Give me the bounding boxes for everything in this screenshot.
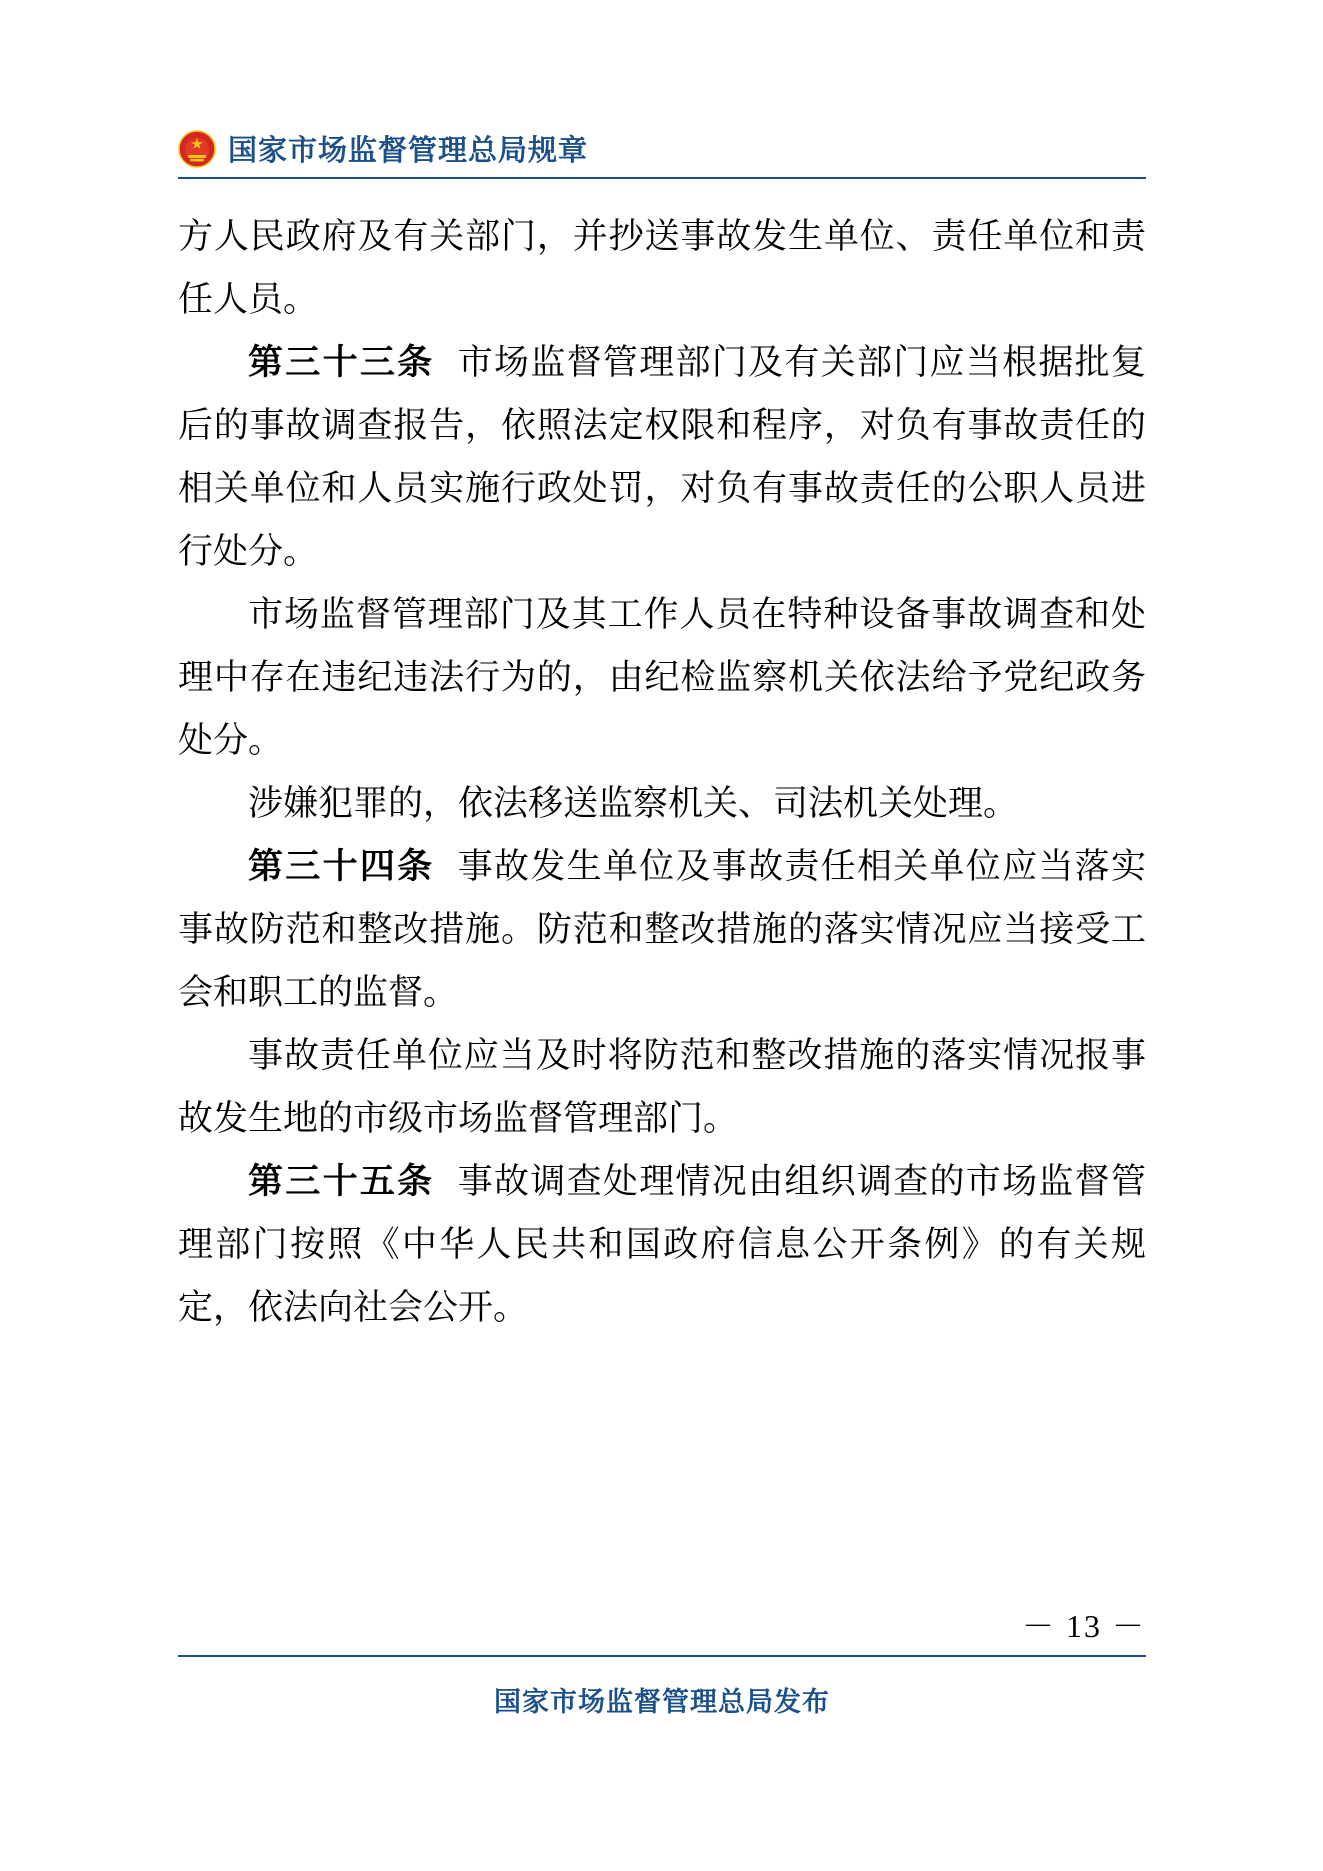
footer-publisher: 国家市场监督管理总局发布	[494, 1687, 830, 1717]
paragraph-text: 涉嫌犯罪的，依法移送监察机关、司法机关处理。	[248, 784, 1019, 823]
national-emblem-icon	[178, 130, 216, 168]
article-label: 第三十五条	[248, 1162, 435, 1201]
article-label: 第三十三条	[248, 343, 435, 382]
paragraph-text: 市场监督管理部门及有关部门应当根据批复后的事故调查报告，依照法定权限和程序，对负有事故责任的相关单位和人员实施行政处罚，对负有事故责任的公职人员进行处分。	[178, 343, 1146, 571]
paragraph	[178, 583, 1146, 772]
paragraph	[178, 1150, 1146, 1339]
paragraph-text: 事故发生单位及事故责任相关单位应当落实事故防范和整改措施。防范和整改措施的落实情况应当接受工会和职工的监督。	[178, 847, 1146, 1012]
footer-divider	[178, 1655, 1146, 1657]
header-divider	[178, 177, 1146, 179]
paragraph	[178, 1024, 1146, 1150]
paragraph	[178, 772, 1146, 835]
paragraph-text: 方人民政府及有关部门，并抄送事故发生单位、责任单位和责任人员。	[178, 217, 1146, 319]
paragraph	[178, 835, 1146, 1024]
paragraph-text: 市场监督管理部门及其工作人员在特种设备事故调查和处理中存在违纪违法行为的，由纪检监察机关依法给予党纪政务处分。	[178, 595, 1146, 760]
document-body	[178, 205, 1146, 1339]
paragraph-text: 事故责任单位应当及时将防范和整改措施的落实情况报事故发生地的市级市场监督管理部门。	[178, 1036, 1146, 1138]
article-label: 第三十四条	[248, 847, 435, 886]
page-header	[178, 128, 1178, 169]
header-title: 国家市场监督管理总局规章	[228, 135, 589, 167]
paragraph-text: 事故调查处理情况由组织调查的市场监督管理部门按照《中华人民共和国政府信息公开条例》的有关规定，依法向社会公开。	[178, 1162, 1146, 1327]
paragraph	[178, 205, 1146, 331]
paragraph	[178, 331, 1146, 583]
page-number: － 13 －	[1021, 1608, 1146, 1644]
